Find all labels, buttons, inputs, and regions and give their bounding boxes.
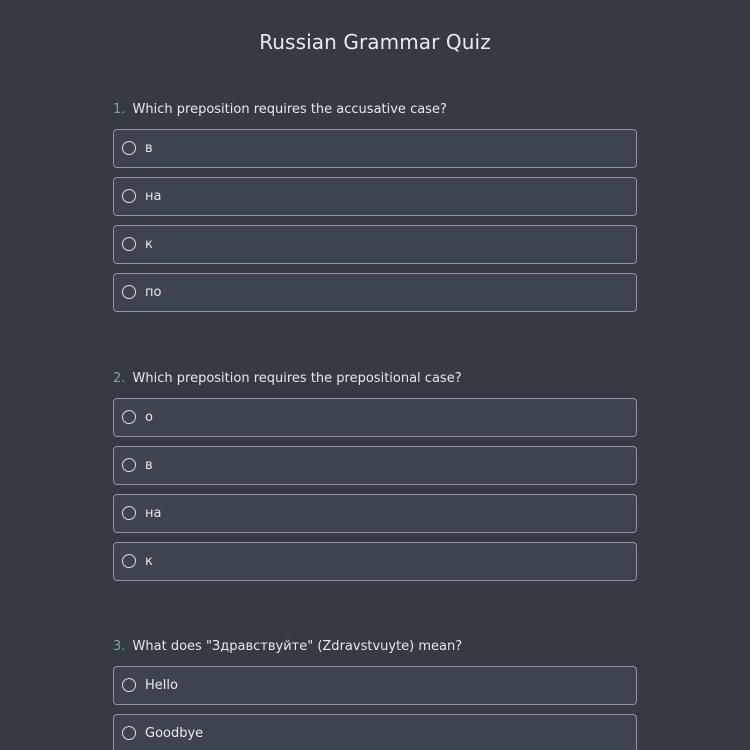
page-title: Russian Grammar Quiz — [259, 30, 491, 54]
answer-option[interactable] — [113, 129, 637, 168]
question-text — [113, 101, 637, 119]
radio-icon[interactable] — [122, 458, 136, 472]
radio-icon[interactable] — [122, 141, 136, 155]
radio-icon[interactable] — [122, 726, 136, 740]
option-label: на — [145, 506, 162, 521]
radio-icon[interactable] — [122, 285, 136, 299]
answer-option[interactable] — [113, 225, 637, 264]
question-prompt: Which preposition requires the prepositional case? — [132, 371, 462, 386]
question-1 — [113, 101, 637, 321]
question-3 — [113, 638, 637, 750]
answer-option[interactable] — [113, 446, 637, 485]
question-2 — [113, 370, 637, 590]
option-label: в — [145, 141, 153, 156]
option-label: к — [145, 554, 153, 569]
option-label: Hello — [145, 678, 178, 693]
option-label: по — [145, 285, 162, 300]
answer-option[interactable] — [113, 177, 637, 216]
answer-option[interactable] — [113, 494, 637, 533]
radio-icon[interactable] — [122, 189, 136, 203]
question-number: 3. — [113, 639, 126, 654]
answer-option[interactable] — [113, 273, 637, 312]
answer-option[interactable] — [113, 542, 637, 581]
answer-option[interactable] — [113, 398, 637, 437]
answer-option[interactable] — [113, 714, 637, 750]
question-number: 2. — [113, 371, 126, 386]
question-text — [113, 638, 637, 656]
radio-icon[interactable] — [122, 237, 136, 251]
radio-icon[interactable] — [122, 554, 136, 568]
answer-option[interactable] — [113, 666, 637, 705]
question-prompt: What does "Здравствуйте" (Zdravstvuyte) mean? — [132, 639, 463, 654]
option-label: к — [145, 237, 153, 252]
option-label: в — [145, 458, 153, 473]
question-number: 1. — [113, 102, 126, 117]
radio-icon[interactable] — [122, 506, 136, 520]
question-text — [113, 370, 637, 388]
radio-icon[interactable] — [122, 678, 136, 692]
option-label: Goodbye — [145, 726, 204, 741]
option-label: о — [145, 410, 153, 425]
question-prompt: Which preposition requires the accusative case? — [132, 102, 447, 117]
radio-icon[interactable] — [122, 410, 136, 424]
option-label: на — [145, 189, 162, 204]
